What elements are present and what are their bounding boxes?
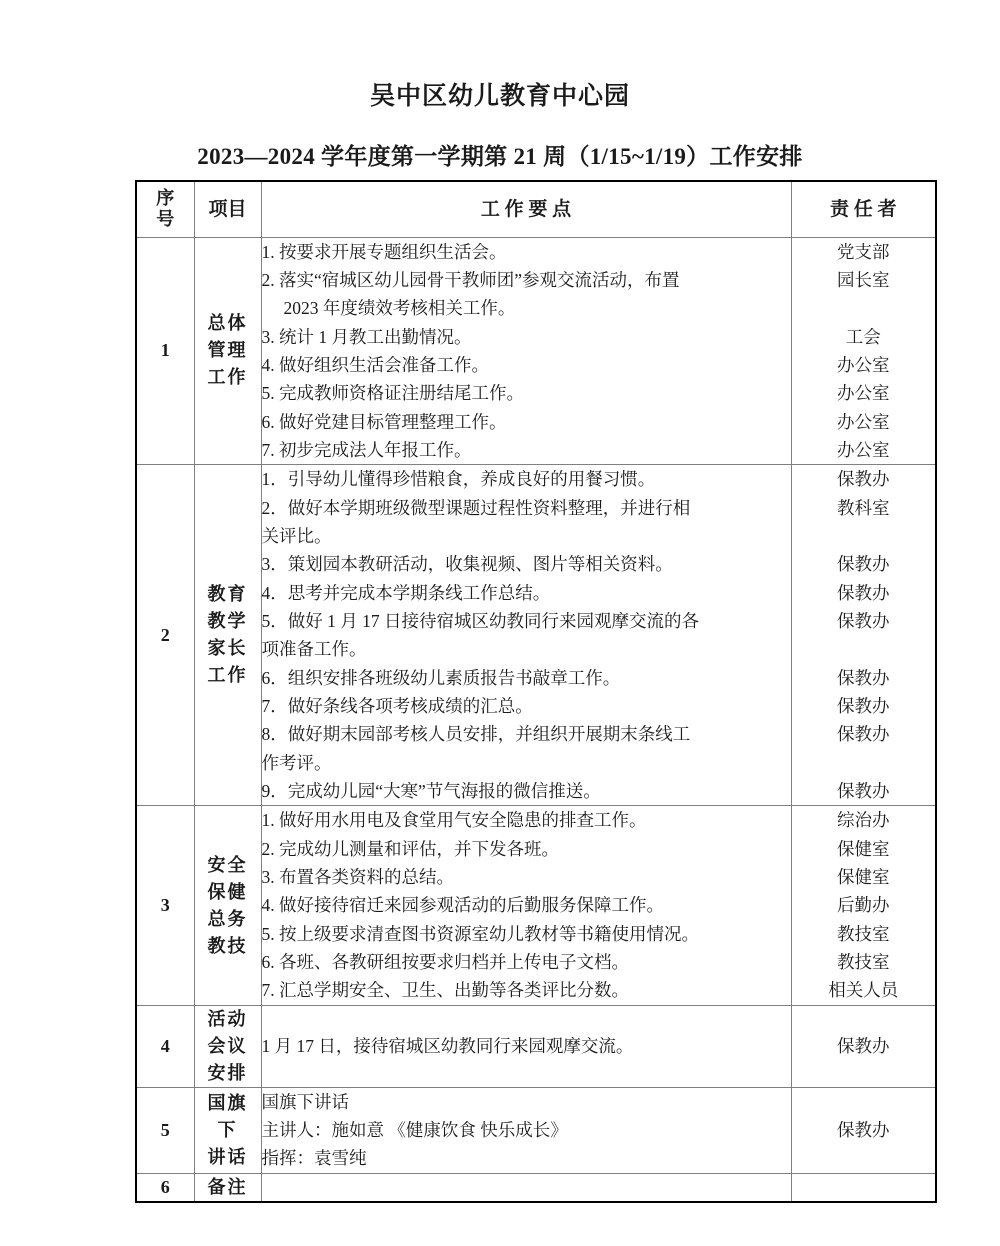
responsible-line: 保教办 <box>837 1036 890 1057</box>
work-point-line: 1 月 17 日，接待宿城区幼教同行来园观摩交流。 <box>261 1036 634 1057</box>
work-point-line: 4. 做好组织生活会准备工作。 <box>261 354 489 375</box>
responsible-line: 园长室 <box>837 269 890 290</box>
row-work-points <box>261 237 791 465</box>
responsible-line: 保教办 <box>837 1120 890 1141</box>
header-project: 项目 <box>194 181 261 237</box>
row-sequence-number: 6 <box>136 1173 194 1202</box>
row-responsible-party <box>791 1005 936 1087</box>
responsible-line: 工会 <box>845 326 881 347</box>
work-point-line: 作考评。 <box>261 752 332 773</box>
row-work-points <box>261 1173 791 1202</box>
table-header-row <box>136 181 936 237</box>
work-point-line: 3. 布置各类资料的总结。 <box>261 867 454 888</box>
project-line: 教技 <box>207 935 248 956</box>
table-row <box>136 1087 936 1173</box>
table-row <box>136 1173 936 1202</box>
work-point-line: 6. 各班、各教研组按要求归档并上传电子文档。 <box>261 952 629 973</box>
responsible-line: 保教办 <box>837 582 890 603</box>
table-row <box>136 237 936 465</box>
table-row <box>136 465 936 806</box>
work-point-line: 主讲人：施如意 《健康饮食 快乐成长》 <box>261 1120 568 1141</box>
row-project-label <box>194 1173 261 1202</box>
responsible-line: 后勤办 <box>837 895 890 916</box>
work-point-line: 1．引导幼儿懂得珍惜粮食，养成良好的用餐习惯。 <box>261 469 656 490</box>
work-point-line: 7．做好条线各项考核成绩的汇总。 <box>261 696 533 716</box>
page-subtitle: 2023—2024 学年度第一学期第 21 周（1/15~1/19）工作安排 <box>197 144 803 169</box>
header-seq-line-2: 号 <box>156 209 175 230</box>
responsible-line: 保教办 <box>837 696 890 716</box>
page-title: 吴中区幼儿教育中心园 <box>369 83 630 110</box>
responsible-line: 办公室 <box>837 411 890 432</box>
responsible-line: 教技室 <box>837 952 890 973</box>
responsible-line: 教科室 <box>837 497 890 518</box>
project-line: 教学 <box>207 611 248 632</box>
project-line: 保健 <box>207 881 248 902</box>
row-responsible-party <box>791 465 936 806</box>
row-sequence-number: 5 <box>136 1087 194 1173</box>
project-line: 教育 <box>207 584 248 605</box>
work-point-line: 1. 按要求开展专题组织生活会。 <box>261 241 507 262</box>
responsible-line <box>792 522 936 550</box>
row-project-label <box>194 237 261 465</box>
table-row <box>136 1005 936 1087</box>
row-work-points <box>261 1087 791 1173</box>
work-point-line: 关评比。 <box>261 525 332 546</box>
work-point-line: 项准备工作。 <box>261 639 367 660</box>
work-point-line: 2023 年度绩效考核相关工作。 <box>283 298 516 319</box>
responsible-line: 办公室 <box>837 354 890 375</box>
project-line: 讲话 <box>207 1146 248 1167</box>
responsible-line: 办公室 <box>837 383 890 404</box>
responsible-line: 保健室 <box>837 838 890 859</box>
work-point-line: 7. 初步完成法人年报工作。 <box>261 439 472 460</box>
row-sequence-number: 3 <box>136 806 194 1005</box>
project-line: 安排 <box>207 1062 248 1083</box>
project-line: 工作 <box>207 367 248 388</box>
row-work-points <box>261 1005 791 1087</box>
work-point-line: 1. 做好用水用电及食堂用气安全隐患的排查工作。 <box>261 810 647 831</box>
row-work-points <box>261 806 791 1005</box>
responsible-line: 保教办 <box>837 781 890 802</box>
project-line: 总体 <box>207 313 248 334</box>
responsible-line: 保教办 <box>837 610 890 631</box>
row-responsible-party <box>791 1173 936 1202</box>
responsible-line: 党支部 <box>837 241 890 262</box>
work-point-line: 5. 完成教师资格证注册结尾工作。 <box>261 383 524 404</box>
row-sequence-number: 4 <box>136 1005 194 1087</box>
work-point-line: 2. 落实“宿城区幼儿园骨干教师团”参观交流活动，布置 <box>261 269 680 290</box>
row-sequence-number: 1 <box>136 237 194 465</box>
work-point-line: 3. 统计 1 月教工出勤情况。 <box>261 326 472 347</box>
row-responsible-party <box>791 237 936 465</box>
project-line: 管理 <box>207 340 248 361</box>
project-line: 家长 <box>207 638 248 659</box>
project-line: 总务 <box>207 908 248 929</box>
work-point-line: 5．做好 1 月 17 日接待宿城区幼教同行来园观摩交流的各 <box>261 610 699 631</box>
work-point-line: 7. 汇总学期安全、卫生、出勤等各类评比分数。 <box>261 980 629 1001</box>
work-point-line: 2．做好本学期班级微型课题过程性资料整理，并进行相 <box>261 497 691 518</box>
header-seq-line-1: 序 <box>156 188 175 209</box>
work-point-line: 6．组织安排各班级幼儿素质报告书敲章工作。 <box>261 667 621 688</box>
work-point-line: 国旗下讲话 <box>261 1091 349 1112</box>
responsible-line: 保教办 <box>837 469 890 490</box>
responsible-line: 保教办 <box>837 724 890 745</box>
row-work-points <box>261 465 791 806</box>
row-responsible-party <box>791 806 936 1005</box>
responsible-line: 综治办 <box>837 810 890 831</box>
row-project-label <box>194 1005 261 1087</box>
work-point-line: 3．策划园本教研活动，收集视频、图片等相关资料。 <box>261 554 673 575</box>
work-point-line: 2. 完成幼儿测量和评估，并下发各班。 <box>261 838 559 859</box>
responsible-line: 教技室 <box>837 923 890 944</box>
responsible-line: 办公室 <box>837 439 890 460</box>
responsible-line <box>792 635 936 663</box>
row-project-label <box>194 1087 261 1173</box>
work-point-line: 4. 做好接待宿迁来园参观活动的后勤服务保障工作。 <box>261 895 664 916</box>
table-row <box>136 806 936 1005</box>
schedule-table-wrapper <box>135 180 935 1203</box>
header-sequence-number <box>136 181 194 237</box>
responsible-line: 保教办 <box>837 667 890 688</box>
project-line: 会议 <box>207 1035 248 1056</box>
weekly-schedule-table <box>135 180 937 1203</box>
project-line: 国旗 <box>207 1092 248 1113</box>
row-project-label <box>194 465 261 806</box>
work-point-line: 6. 做好党建目标管理整理工作。 <box>261 411 507 432</box>
responsible-line: 相关人员 <box>828 980 899 1001</box>
header-work-points: 工 作 要 点 <box>261 181 791 237</box>
project-line: 备注 <box>207 1176 248 1197</box>
work-point-line: 8．做好期末园部考核人员安排，并组织开展期末条线工 <box>261 724 691 745</box>
project-line: 下 <box>217 1119 238 1140</box>
responsible-line <box>792 749 936 777</box>
row-sequence-number: 2 <box>136 465 194 806</box>
work-point-line: 5. 按上级要求清查图书资源室幼儿教材等书籍使用情况。 <box>261 923 699 944</box>
project-line: 活动 <box>207 1008 248 1029</box>
responsible-line: 保教办 <box>837 554 890 575</box>
responsible-line <box>792 294 936 322</box>
header-responsible: 责 任 者 <box>791 181 936 237</box>
responsible-line: 保健室 <box>837 867 890 888</box>
work-point-line: 指挥：袁雪纯 <box>261 1148 367 1169</box>
project-line: 工作 <box>207 665 248 686</box>
row-project-label <box>194 806 261 1005</box>
work-point-line: 4．思考并完成本学期条线工作总结。 <box>261 582 551 603</box>
work-point-line: 9．完成幼儿园“大寒”节气海报的微信推送。 <box>261 781 601 802</box>
project-line: 安全 <box>207 854 248 875</box>
row-responsible-party <box>791 1087 936 1173</box>
